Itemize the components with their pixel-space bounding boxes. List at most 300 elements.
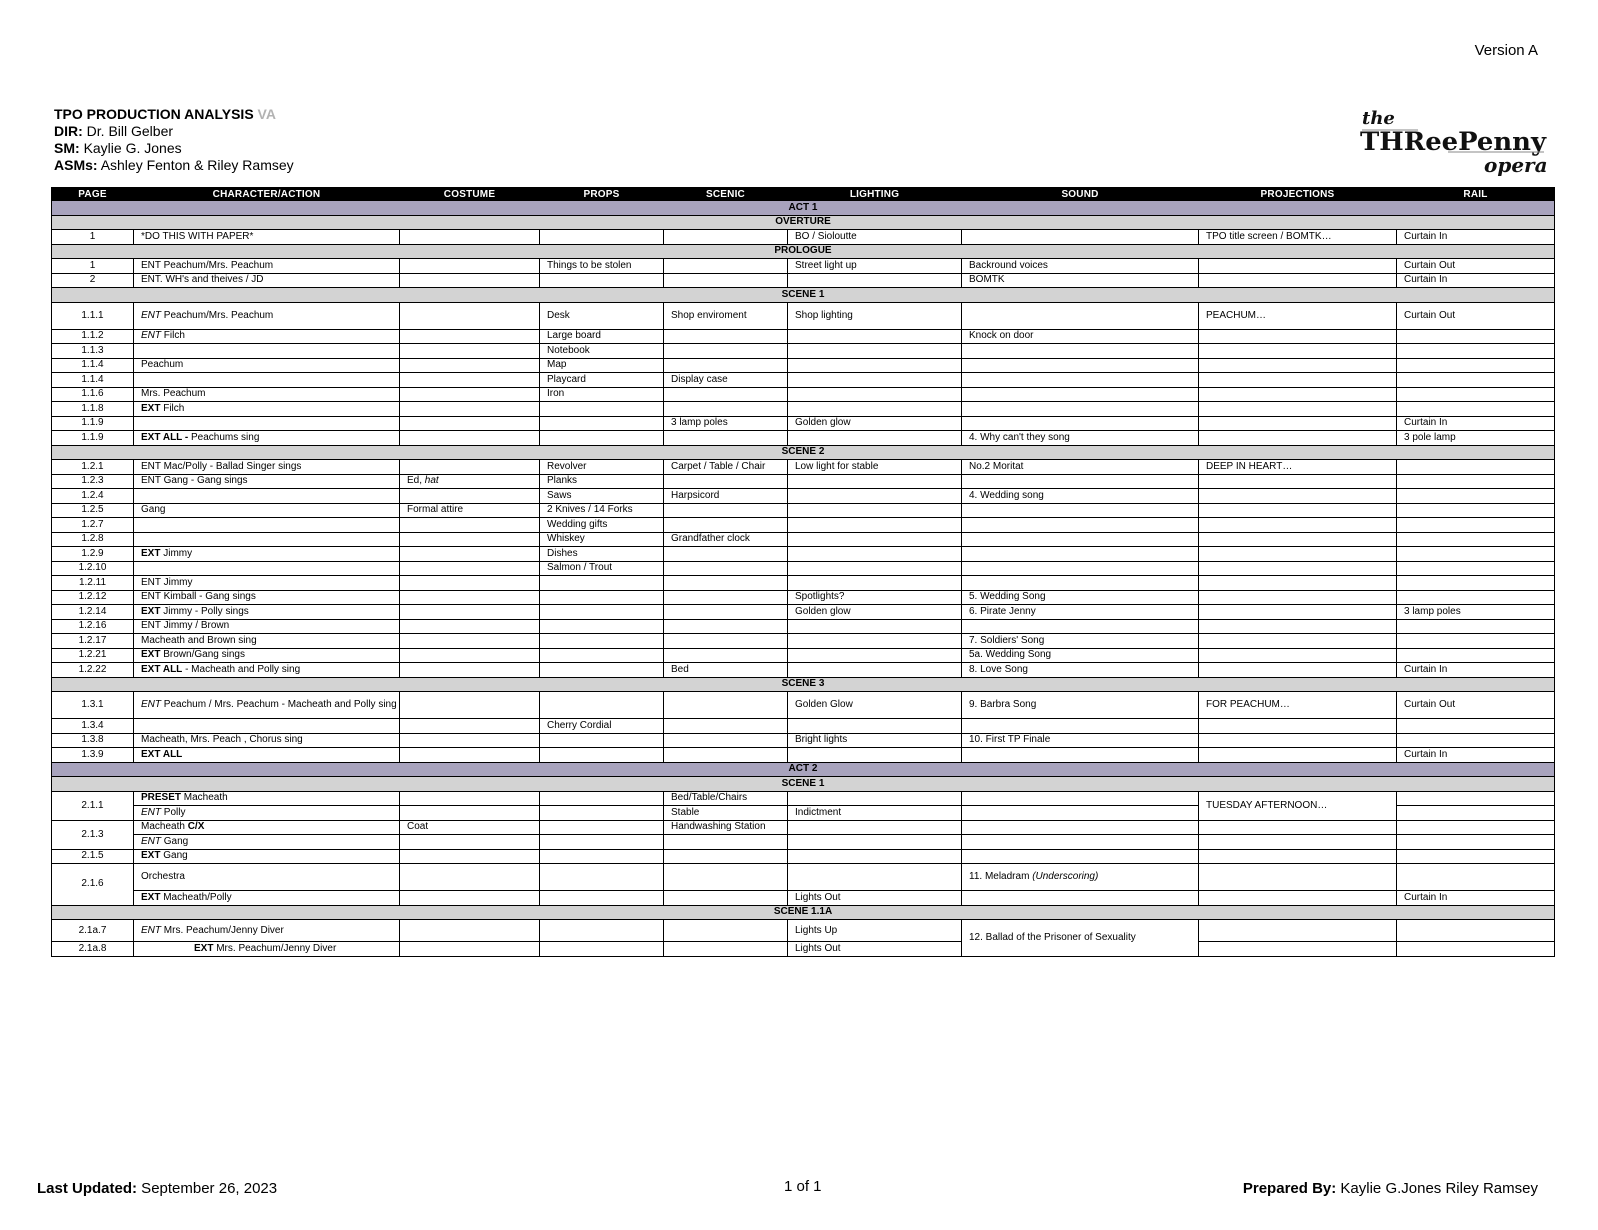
title-suffix: VA (257, 106, 276, 122)
cell-rail: Curtain Out (1397, 692, 1555, 719)
char-prefix: ENT (141, 806, 161, 818)
cell-character: ENT Peachum/Mrs. Peachum (134, 259, 400, 274)
cell-page: 1.1.4 (52, 373, 134, 388)
char-prefix: EXT ALL (141, 663, 183, 675)
cell-scenic (664, 329, 788, 344)
column-header-row (52, 188, 1555, 201)
cell-lighting (788, 373, 962, 388)
cell-props: Things to be stolen (540, 259, 664, 274)
cell-character: ENT. WH's and theives / JD (134, 273, 400, 288)
table-row (52, 849, 1555, 864)
cell-rail (1397, 835, 1555, 850)
table-row (52, 820, 1555, 835)
cell-page: 1.3.9 (52, 748, 134, 763)
cell-page: 1.1.4 (52, 358, 134, 373)
cell-page: 1.2.21 (52, 648, 134, 663)
char-text: Filch (160, 402, 185, 414)
table-row (52, 576, 1555, 591)
cell-costume (400, 748, 540, 763)
table-row (52, 864, 1555, 891)
cell-lighting: Street light up (788, 259, 962, 274)
cell-rail (1397, 329, 1555, 344)
table-row (52, 259, 1555, 274)
cell-sound (962, 302, 1199, 329)
char-prefix: PRESET (141, 792, 182, 804)
char-prefix: EXT (141, 547, 161, 559)
sound-text: 11. Meladram (969, 871, 1033, 882)
cell-scenic (664, 358, 788, 373)
cell-lighting (788, 648, 962, 663)
cell-character (134, 849, 400, 864)
cell-lighting (788, 387, 962, 402)
table-row (52, 273, 1555, 288)
cell-scenic (664, 344, 788, 359)
cell-scenic (664, 605, 788, 620)
char-prefix: EXT (141, 605, 161, 617)
cell-costume (400, 719, 540, 734)
char-text: - Macheath and Polly sing (182, 663, 301, 675)
cell-rail: Curtain Out (1397, 302, 1555, 329)
char-text: ENT Mac/Polly - Ballad Singer sings (141, 460, 302, 472)
table-row (52, 416, 1555, 431)
char-text: ENT Jimmy / Brown (141, 620, 230, 632)
cell-scenic (664, 648, 788, 663)
cell-projections: DEEP IN HEART… (1199, 460, 1397, 475)
cell-rail (1397, 387, 1555, 402)
cell-character (134, 692, 400, 719)
cell-projections (1199, 820, 1397, 835)
cell-rail: Curtain In (1397, 416, 1555, 431)
char-text: ENT Gang - Gang sings (141, 475, 248, 487)
cell-scenic: Handwashing Station (664, 820, 788, 835)
cell-projections (1199, 648, 1397, 663)
char-text: Peachums sing (188, 431, 260, 443)
cell-projections (1199, 920, 1397, 942)
cell-sound (962, 791, 1199, 806)
cell-props (540, 820, 664, 835)
cell-scenic (664, 590, 788, 605)
cell-sound (962, 532, 1199, 547)
char-text: Macheath and Brown sing (141, 634, 257, 646)
cell-costume (400, 532, 540, 547)
table-row (52, 619, 1555, 634)
section-label: SCENE 3 (52, 677, 1555, 692)
cell-scenic (664, 719, 788, 734)
cell-sound (962, 373, 1199, 388)
cell-projections (1199, 561, 1397, 576)
table-row (52, 302, 1555, 329)
cell-costume (400, 920, 540, 942)
cell-character (134, 373, 400, 388)
cell-props (540, 748, 664, 763)
cell-scenic (664, 942, 788, 957)
cell-rail (1397, 648, 1555, 663)
cell-scenic (664, 619, 788, 634)
cell-costume (400, 431, 540, 446)
title-text: TPO PRODUCTION ANALYSIS (54, 106, 254, 122)
cell-character (134, 891, 400, 906)
cell-sound (962, 576, 1199, 591)
cell-rail (1397, 942, 1555, 957)
cell-props (540, 402, 664, 417)
table-row (52, 460, 1555, 475)
cell-scenic (664, 864, 788, 891)
cell-page: 1.3.4 (52, 719, 134, 734)
cell-lighting: Low light for stable (788, 460, 962, 475)
cell-sound (962, 547, 1199, 562)
cell-page: 1.2.10 (52, 561, 134, 576)
char-prefix: EXT (141, 402, 161, 414)
cell-projections: PEACHUM… (1199, 302, 1397, 329)
cell-character (134, 733, 400, 748)
cell-costume (400, 344, 540, 359)
cell-scenic (664, 835, 788, 850)
cell-projections (1199, 503, 1397, 518)
cell-sound: 4. Why can't they song (962, 431, 1199, 446)
cell-character (134, 561, 400, 576)
cell-costume (400, 692, 540, 719)
cell-sound (962, 849, 1199, 864)
cell-projections (1199, 344, 1397, 359)
char-prefix: ENT (141, 330, 161, 342)
cell-rail (1397, 460, 1555, 475)
cell-scenic (664, 431, 788, 446)
cell-rail (1397, 806, 1555, 821)
cell-costume (400, 891, 540, 906)
table-row (52, 503, 1555, 518)
cell-rail (1397, 634, 1555, 649)
cell-character (134, 748, 400, 763)
cell-lighting (788, 489, 962, 504)
cell-props (540, 634, 664, 649)
cell-costume (400, 733, 540, 748)
table-row (52, 942, 1555, 957)
cell-sound (962, 619, 1199, 634)
cell-character (134, 358, 400, 373)
section-label: SCENE 2 (52, 445, 1555, 460)
cell-props (540, 431, 664, 446)
act-label: ACT 1 (52, 201, 1555, 216)
cell-props (540, 663, 664, 678)
char-text: Mrs. Peachum/Jenny Diver (213, 942, 337, 954)
table-row (52, 402, 1555, 417)
table-row (52, 663, 1555, 678)
cell-lighting: Golden Glow (788, 692, 962, 719)
cell-page: 1.3.1 (52, 692, 134, 719)
cell-costume (400, 387, 540, 402)
char-text: Macheath/Polly (160, 891, 232, 903)
cell-costume (400, 849, 540, 864)
cell-rail: 3 pole lamp (1397, 431, 1555, 446)
cell-rail: Curtain In (1397, 273, 1555, 288)
costume-note: hat (424, 475, 439, 487)
act-header-row (52, 201, 1555, 216)
asm-line (54, 157, 294, 174)
section-header-row (52, 288, 1555, 303)
cell-props (540, 942, 664, 957)
cell-projections (1199, 259, 1397, 274)
page-number: 1 of 1 (784, 1178, 822, 1195)
cell-costume (400, 835, 540, 850)
table-row (52, 518, 1555, 533)
cell-lighting: Golden glow (788, 416, 962, 431)
cell-sound: No.2 Moritat (962, 460, 1199, 475)
cell-projections (1199, 273, 1397, 288)
cell-sound: 5. Wedding Song (962, 590, 1199, 605)
updated-value: September 26, 2023 (137, 1180, 278, 1197)
prepared-label: Prepared By: (1242, 1180, 1337, 1197)
cell-lighting (788, 431, 962, 446)
cell-scenic: Bed (664, 663, 788, 678)
cell-character (134, 416, 400, 431)
cell-props (540, 835, 664, 850)
cell-costume (400, 791, 540, 806)
table-row (52, 748, 1555, 763)
scene2-rows (52, 460, 1555, 678)
cell-costume (400, 605, 540, 620)
cell-character (134, 648, 400, 663)
cell-scenic (664, 387, 788, 402)
threepenny-opera-logo (1358, 106, 1558, 178)
cell-lighting (788, 358, 962, 373)
cell-lighting (788, 663, 962, 678)
char-text: Jimmy (160, 547, 193, 559)
cell-rail: Curtain In (1397, 891, 1555, 906)
cell-projections (1199, 663, 1397, 678)
cell-lighting (788, 820, 962, 835)
cell-costume (400, 259, 540, 274)
table-row (52, 590, 1555, 605)
char-prefix: ENT (141, 309, 161, 321)
version-label: Version A (1474, 42, 1538, 59)
cell-projections (1199, 748, 1397, 763)
logo-opera: opera (1484, 153, 1548, 177)
char-text: ENT Kimball - Gang sings (141, 591, 256, 603)
cell-character (134, 302, 400, 329)
cell-scenic (664, 920, 788, 942)
cell-lighting (788, 619, 962, 634)
last-updated (37, 1180, 277, 1197)
cell-costume (400, 302, 540, 329)
cell-character: Orchestra (134, 864, 400, 891)
cell-character (134, 835, 400, 850)
cell-costume: Formal attire (400, 503, 540, 518)
production-analysis-table (51, 187, 1555, 957)
cell-scenic (664, 503, 788, 518)
cell-projections (1199, 329, 1397, 344)
table-row (52, 634, 1555, 649)
cell-costume (400, 489, 540, 504)
col-projections: PROJECTIONS (1199, 188, 1397, 201)
act-header-row (52, 762, 1555, 777)
cell-page: 2.1.5 (52, 849, 134, 864)
table-row (52, 835, 1555, 850)
cell-character (134, 576, 400, 591)
cell-projections (1199, 835, 1397, 850)
cell-lighting (788, 849, 962, 864)
cell-props (540, 416, 664, 431)
act-label: ACT 2 (52, 762, 1555, 777)
cell-projections (1199, 864, 1397, 891)
char-text: Macheath (141, 821, 188, 833)
cell-projections (1199, 431, 1397, 446)
char-text: Brown/Gang sings (160, 649, 245, 661)
cell-page: 2.1.6 (52, 864, 134, 906)
cell-character (134, 719, 400, 734)
cell-costume (400, 547, 540, 562)
cell-scenic: 3 lamp poles (664, 416, 788, 431)
cell-scenic (664, 849, 788, 864)
cell-sound: 8. Love Song (962, 663, 1199, 678)
cell-page: 1.2.12 (52, 590, 134, 605)
col-costume: COSTUME (400, 188, 540, 201)
cell-lighting (788, 273, 962, 288)
char-prefix: EXT (141, 891, 161, 903)
cell-projections (1199, 547, 1397, 562)
cell-rail (1397, 344, 1555, 359)
cell-projections (1199, 489, 1397, 504)
cell-scenic (664, 634, 788, 649)
cell-sound (962, 402, 1199, 417)
char-text: Peachum / Mrs. Peachum - Macheath and Polly sing (161, 699, 397, 710)
cell-props: Revolver (540, 460, 664, 475)
char-text: Peachum/Mrs. Peachum (161, 309, 274, 321)
table-row (52, 532, 1555, 547)
cell-props: Notebook (540, 344, 664, 359)
cell-rail (1397, 820, 1555, 835)
char-text: Jimmy - Polly sings (160, 605, 249, 617)
director-line (54, 123, 294, 140)
cell-scenic (664, 273, 788, 288)
cell-page: 1.2.3 (52, 474, 134, 489)
cell-page: 2.1a.8 (52, 942, 134, 957)
cell-scenic (664, 474, 788, 489)
cell-scenic (664, 576, 788, 591)
cell-rail (1397, 402, 1555, 417)
cell-scenic: Shop enviroment (664, 302, 788, 329)
table-row (52, 329, 1555, 344)
cell-rail (1397, 590, 1555, 605)
table-row (52, 387, 1555, 402)
col-page: PAGE (52, 188, 134, 201)
cell-projections (1199, 733, 1397, 748)
section-header-row (52, 215, 1555, 230)
table-row (52, 373, 1555, 388)
cell-costume (400, 634, 540, 649)
cell-props: Playcard (540, 373, 664, 388)
cell-scenic (664, 230, 788, 245)
cell-rail (1397, 864, 1555, 891)
cell-projections (1199, 590, 1397, 605)
char-prefix: ENT (141, 699, 161, 710)
cell-rail: Curtain In (1397, 663, 1555, 678)
section-header-row (52, 445, 1555, 460)
cell-sound (962, 719, 1199, 734)
char-prefix: EXT (194, 942, 214, 954)
table-row (52, 358, 1555, 373)
cell-costume (400, 663, 540, 678)
cell-props (540, 619, 664, 634)
cell-lighting (788, 344, 962, 359)
col-props: PROPS (540, 188, 664, 201)
cell-character (134, 634, 400, 649)
cell-character (134, 518, 400, 533)
cell-sound (962, 344, 1199, 359)
cell-projections (1199, 358, 1397, 373)
cell-sound: 12. Ballad of the Prisoner of Sexuality (962, 920, 1199, 957)
cell-page: 1.1.1 (52, 302, 134, 329)
cell-rail: Curtain In (1397, 748, 1555, 763)
cell-costume (400, 416, 540, 431)
char-text: Gang (141, 504, 166, 516)
dir-value: Dr. Bill Gelber (86, 123, 174, 139)
cell-page: 1.1.2 (52, 329, 134, 344)
cell-page: 1.2.1 (52, 460, 134, 475)
cell-rail: 3 lamp poles (1397, 605, 1555, 620)
cell-lighting (788, 503, 962, 518)
cell-lighting (788, 532, 962, 547)
section-header-row (52, 677, 1555, 692)
cell-lighting (788, 329, 962, 344)
char-prefix: EXT ALL (141, 748, 183, 760)
sound-note: (Underscoring) (1032, 871, 1099, 882)
cell-lighting (788, 864, 962, 891)
char-text: Polly (161, 806, 186, 818)
logo-the: the (1362, 108, 1395, 129)
cell-rail (1397, 719, 1555, 734)
cell-props: Planks (540, 474, 664, 489)
cell-rail (1397, 358, 1555, 373)
cell-lighting: Shop lighting (788, 302, 962, 329)
cell-sound: 5a. Wedding Song (962, 648, 1199, 663)
cell-props (540, 920, 664, 942)
cell-page: 1.1.9 (52, 431, 134, 446)
table-row (52, 489, 1555, 504)
char-prefix: EXT (141, 649, 161, 661)
cell-sound (962, 503, 1199, 518)
cell-props (540, 791, 664, 806)
cell-projections: TPO title screen / BOMTK… (1199, 230, 1397, 245)
cell-rail (1397, 791, 1555, 806)
table-row (52, 733, 1555, 748)
section-header-row (52, 244, 1555, 259)
cell-props: Desk (540, 302, 664, 329)
cell-costume (400, 619, 540, 634)
cell-sound (962, 748, 1199, 763)
cell-costume (400, 518, 540, 533)
cell-character (134, 820, 400, 835)
section-label: SCENE 1.1A (52, 905, 1555, 920)
cell-lighting (788, 474, 962, 489)
cell-props: 2 Knives / 14 Forks (540, 503, 664, 518)
cell-lighting: Lights Out (788, 891, 962, 906)
table-row (52, 561, 1555, 576)
cell-page: 1.2.8 (52, 532, 134, 547)
cell-sound (962, 416, 1199, 431)
cell-props (540, 273, 664, 288)
section-label: OVERTURE (52, 215, 1555, 230)
cell-sound: 9. Barbra Song (962, 692, 1199, 719)
cell-sound (962, 891, 1199, 906)
table-row (52, 920, 1555, 942)
cell-props: Saws (540, 489, 664, 504)
cell-sound: Backround voices (962, 259, 1199, 274)
cell-props (540, 692, 664, 719)
col-rail: RAIL (1397, 188, 1555, 201)
cell-rail (1397, 373, 1555, 388)
char-prefix: ENT (141, 924, 161, 936)
section-label: PROLOGUE (52, 244, 1555, 259)
